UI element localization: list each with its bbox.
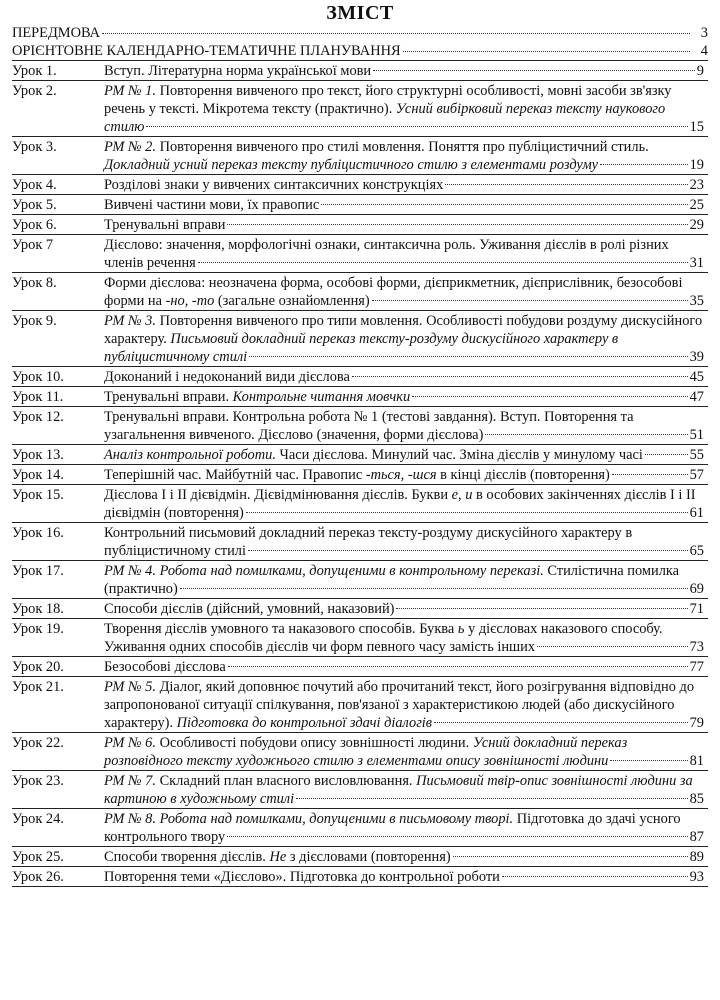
lesson-entry[interactable] <box>12 866 708 887</box>
italic-text: РМ № 7. <box>104 773 156 789</box>
lesson-entry[interactable] <box>12 174 708 194</box>
italic-text: Не <box>269 849 287 865</box>
lesson-entry[interactable] <box>12 464 708 484</box>
dot-leader <box>198 262 688 263</box>
dot-leader <box>249 356 687 357</box>
dot-leader <box>502 876 688 877</box>
text-segment: Вивчені частини мови, їх правопис <box>104 197 320 213</box>
lesson-description <box>104 465 708 484</box>
lesson-label: Урок 2. <box>12 83 57 99</box>
lesson-label: Урок 12. <box>12 409 64 425</box>
page-number: 15 <box>689 119 704 135</box>
lesson-entry[interactable] <box>12 598 708 618</box>
lesson-label: Урок 24. <box>12 811 64 827</box>
toc-entry[interactable] <box>12 42 708 60</box>
lesson-description <box>104 523 708 560</box>
dot-leader <box>296 798 688 799</box>
lesson-entry[interactable] <box>12 808 708 846</box>
dot-leader <box>612 474 688 475</box>
lesson-entry[interactable] <box>12 136 708 174</box>
lesson-entry[interactable] <box>12 732 708 770</box>
italic-text: РМ № 3. <box>104 313 156 329</box>
italic-text: Підготовка до контрольної здачі діалогів <box>176 715 433 731</box>
page-number: 51 <box>689 427 704 443</box>
lesson-entry[interactable] <box>12 444 708 464</box>
dot-leader <box>610 760 687 761</box>
lesson-entry[interactable] <box>12 366 708 386</box>
italic-text: -но, -то <box>165 293 215 309</box>
lesson-label: Урок 25. <box>12 849 64 865</box>
lesson-entry[interactable] <box>12 234 708 272</box>
lesson-label: Урок 3. <box>12 139 57 155</box>
lesson-description <box>104 677 708 732</box>
italic-text: РМ № 6. <box>104 735 156 751</box>
dot-leader <box>352 376 688 377</box>
lesson-description <box>104 619 708 656</box>
lesson-entry[interactable] <box>12 656 708 676</box>
lesson-label: Урок 5. <box>12 197 57 213</box>
text-segment: Особливості побудови опису зовнішності людини. <box>155 735 473 751</box>
text-segment: Розділові знаки у вивчених синтаксичних конструкціях <box>104 177 444 193</box>
lesson-label: Урок 15. <box>12 487 64 503</box>
dot-leader <box>321 204 687 205</box>
lesson-description <box>104 81 708 136</box>
lesson-entry[interactable] <box>12 484 708 522</box>
lesson-label: Урок 26. <box>12 869 64 885</box>
lesson-description <box>104 599 708 618</box>
page-number: 77 <box>689 659 704 675</box>
text-segment: Вступ. Літературна норма української мови <box>104 63 372 79</box>
lesson-entry[interactable] <box>12 406 708 444</box>
text-segment: Дієслова І і ІІ дієвідмін. Дієвідмінювання дієслів. Букви <box>104 487 452 503</box>
dot-leader <box>227 224 687 225</box>
dot-leader <box>485 434 687 435</box>
dot-leader <box>412 396 687 397</box>
lesson-label: Урок 8. <box>12 275 57 291</box>
dot-leader <box>372 300 688 301</box>
lesson-entry[interactable] <box>12 60 708 80</box>
text-segment: Форми дієслова: неозначена форма, особові форми, дієприкметник, дієприслівник, безособові форми на <box>104 275 683 309</box>
italic-text: РМ № 1. <box>104 83 156 99</box>
lesson-entry[interactable] <box>12 676 708 732</box>
page-number: 29 <box>689 217 704 233</box>
lesson-description <box>104 137 708 174</box>
page-number: 73 <box>689 639 704 655</box>
entry-title: ОРІЄНТОВНЕ КАЛЕНДАРНО-ТЕМАТИЧНЕ ПЛАНУВАННЯ <box>12 43 401 59</box>
dot-leader <box>537 646 688 647</box>
page-number: 57 <box>689 467 704 483</box>
dot-leader <box>248 550 688 551</box>
italic-text: РМ № 2. <box>104 139 156 155</box>
dot-leader <box>445 184 687 185</box>
lesson-label: Урок 21. <box>12 679 64 695</box>
text-segment: Стилістична помилка (практично) <box>104 563 680 597</box>
lesson-label: Урок 17. <box>12 563 64 579</box>
lesson-label: Урок 23. <box>12 773 64 789</box>
front-matter <box>12 24 708 60</box>
table-of-contents <box>12 0 708 887</box>
text-segment: Тренувальні вправи. Контрольна робота № 1 (тестові завдання). Вступ. Повторення та узагальнення вивченого. Дієслово (значення, форми дієслова) <box>104 409 634 443</box>
lesson-entry[interactable] <box>12 310 708 366</box>
italic-text: Письмовий докладний переказ тексту-роздуму дискусійного характеру в публіцистичному стилі <box>104 331 619 365</box>
text-segment: Складний план власного висловлювання. <box>155 773 417 789</box>
text-segment: Доконаний і недоконаний види дієслова <box>104 369 350 385</box>
lesson-entry[interactable] <box>12 214 708 234</box>
lesson-label: Урок 20. <box>12 659 64 675</box>
dot-leader <box>373 70 695 71</box>
lesson-label: Урок 10. <box>12 369 64 385</box>
page-number: 87 <box>689 829 704 845</box>
lesson-entry[interactable] <box>12 272 708 310</box>
text-segment: Дієслово: значення, морфологічні ознаки, синтаксична роль. Уживання дієслів в ролі різних членів речення <box>104 237 669 271</box>
lesson-description <box>104 485 708 522</box>
lesson-entry[interactable] <box>12 846 708 866</box>
page-number: 93 <box>689 869 704 885</box>
page-number: 25 <box>689 197 704 213</box>
text-segment: Творення дієслів умовного та наказового способів. Буква <box>104 621 458 637</box>
dot-leader <box>228 666 688 667</box>
page-number: 35 <box>689 293 704 309</box>
italic-text: Письмовий твір-опис зовнішності людини за картиною в художньому стилі <box>104 773 693 807</box>
page-number: 69 <box>689 581 704 597</box>
page-number: 71 <box>689 601 704 617</box>
page-number: 89 <box>689 849 704 865</box>
lesson-label: Урок 1. <box>12 63 57 79</box>
lesson-description <box>104 175 708 194</box>
lesson-label: Урок 11. <box>12 389 64 405</box>
lesson-description <box>104 867 708 886</box>
page-number: 81 <box>689 753 704 769</box>
lesson-entry[interactable] <box>12 560 708 598</box>
text-segment: Повторення вивченого про текст, його структурні особливості, мовні засоби зв'язку речень у тексті. Мікротема тексту (практично). <box>104 83 672 117</box>
text-segment: (загальне ознайомлення) <box>214 293 370 309</box>
dot-leader <box>453 856 688 857</box>
dot-leader <box>403 51 690 52</box>
italic-text: РМ № 4. Робота над помилками, допущеними в контрольному переказі. <box>104 563 544 579</box>
dot-leader <box>246 512 688 513</box>
page-number: 55 <box>689 447 704 463</box>
lesson-label: Урок 22. <box>12 735 64 751</box>
lesson-list <box>12 60 708 887</box>
dot-leader <box>600 164 688 165</box>
page-number: 31 <box>689 255 704 271</box>
text-segment: в особових закінченнях дієслів І і ІІ дієвідмін (повторення) <box>104 487 696 521</box>
text-segment: з дієсловами (повторення) <box>286 849 451 865</box>
lesson-entry[interactable] <box>12 386 708 406</box>
lesson-entry[interactable] <box>12 618 708 656</box>
lesson-entry[interactable] <box>12 194 708 214</box>
lesson-entry[interactable] <box>12 522 708 560</box>
text-segment: у дієсловах наказового способу. Уживання одних способів дієслів чи форм певного часу замість інших <box>104 621 663 655</box>
toc-entry[interactable] <box>12 24 708 42</box>
dot-leader <box>146 126 687 127</box>
page-number: 79 <box>689 715 704 731</box>
lesson-description <box>104 771 708 808</box>
dot-leader <box>180 588 688 589</box>
lesson-description <box>104 847 708 866</box>
page-number: 3 <box>700 25 708 41</box>
dot-leader <box>227 836 687 837</box>
dot-leader <box>102 33 690 34</box>
lesson-description <box>104 235 708 272</box>
dot-leader <box>645 454 688 455</box>
page-title: ЗМІСТ <box>326 2 394 24</box>
italic-text: Усний докладний переказ розповідного тексту художнього стилю з елементами опису зовнішності людини <box>104 735 628 769</box>
text-segment: Підготовка до здачі усного контрольного твору <box>104 811 681 845</box>
italic-text: РМ № 8. Робота над помилками, допущеними в письмовому творі. <box>104 811 514 827</box>
lesson-description <box>104 195 708 214</box>
italic-text: Контрольне читання мовчки <box>232 389 411 405</box>
italic-text: ь <box>457 621 465 637</box>
lesson-label: Урок 4. <box>12 177 57 193</box>
page-number: 39 <box>689 349 704 365</box>
lesson-description <box>104 273 708 310</box>
dot-leader <box>396 608 687 609</box>
lesson-label: Урок 19. <box>12 621 64 637</box>
text-segment: Способи творення дієслів. <box>104 849 270 865</box>
page-number: 47 <box>689 389 704 405</box>
page-number: 9 <box>696 63 704 79</box>
entry-title: ПЕРЕДМОВА <box>12 25 101 41</box>
italic-text: Аналіз контрольної роботи. <box>104 447 276 463</box>
text-segment: Теперішній час. Майбутній час. Правопис <box>104 467 366 483</box>
lesson-description <box>104 311 708 366</box>
page-number: 45 <box>689 369 704 385</box>
lesson-description <box>104 367 708 386</box>
italic-text: Докладний усний переказ тексту публіцистичного стилю з елементами роздуму <box>104 157 599 173</box>
lesson-description <box>104 387 708 406</box>
page-number: 85 <box>689 791 704 807</box>
page-number: 23 <box>689 177 704 193</box>
lesson-description <box>104 61 708 80</box>
text-segment: Контрольний письмовий докладний переказ тексту-роздуму дискусійного характеру в публіцистичному стилі <box>104 525 633 559</box>
text-segment: в кінці дієслів (повторення) <box>436 467 610 483</box>
italic-text: -ться, -шся <box>365 467 437 483</box>
lesson-label: Урок 16. <box>12 525 64 541</box>
lesson-description <box>104 657 708 676</box>
lesson-label: Урок 18. <box>12 601 64 617</box>
lesson-label: Урок 13. <box>12 447 64 463</box>
dot-leader <box>434 722 688 723</box>
italic-text: е, и <box>451 487 473 503</box>
lesson-description <box>104 445 708 464</box>
text-segment: Повторення вивченого про типи мовлення. Особливості побудови роздуму дискусійного характеру. <box>104 313 703 347</box>
page-number: 65 <box>689 543 704 559</box>
lesson-label: Урок 7 <box>12 237 54 253</box>
lesson-entry[interactable] <box>12 770 708 808</box>
text-segment: Повторення теми «Дієслово». Підготовка до контрольної роботи <box>104 869 500 885</box>
lesson-description <box>104 561 708 598</box>
lesson-description <box>104 809 708 846</box>
text-segment: Часи дієслова. Минулий час. Зміна дієслів у минулому часі <box>275 447 643 463</box>
page-number: 19 <box>689 157 704 173</box>
lesson-label: Урок 9. <box>12 313 57 329</box>
text-segment: Тренувальні вправи <box>104 217 226 233</box>
lesson-description <box>104 733 708 770</box>
lesson-description <box>104 407 708 444</box>
lesson-description <box>104 215 708 234</box>
text-segment: Безособові дієслова <box>104 659 226 675</box>
page-number: 4 <box>700 43 708 59</box>
text-segment: Повторення вивченого про стилі мовлення. Поняття про публіцистичний стиль. <box>155 139 649 155</box>
lesson-label: Урок 14. <box>12 467 64 483</box>
page-number: 61 <box>689 505 704 521</box>
italic-text: Усний вибірковий переказ тексту наукового стилю <box>104 101 666 135</box>
lesson-label: Урок 6. <box>12 217 57 233</box>
text-segment: Діалог, який доповнює почутий або прочитаний текст, його розігрування відповідно до запропонованої ситуації спілкування, пов'язаної з характеристикою людей (або дискусійного характеру). <box>104 679 695 731</box>
text-segment: Тренувальні вправи. <box>104 389 233 405</box>
lesson-entry[interactable] <box>12 80 708 136</box>
italic-text: РМ № 5. <box>104 679 156 695</box>
text-segment: Способи дієслів (дійсний, умовний, наказовий) <box>104 601 395 617</box>
